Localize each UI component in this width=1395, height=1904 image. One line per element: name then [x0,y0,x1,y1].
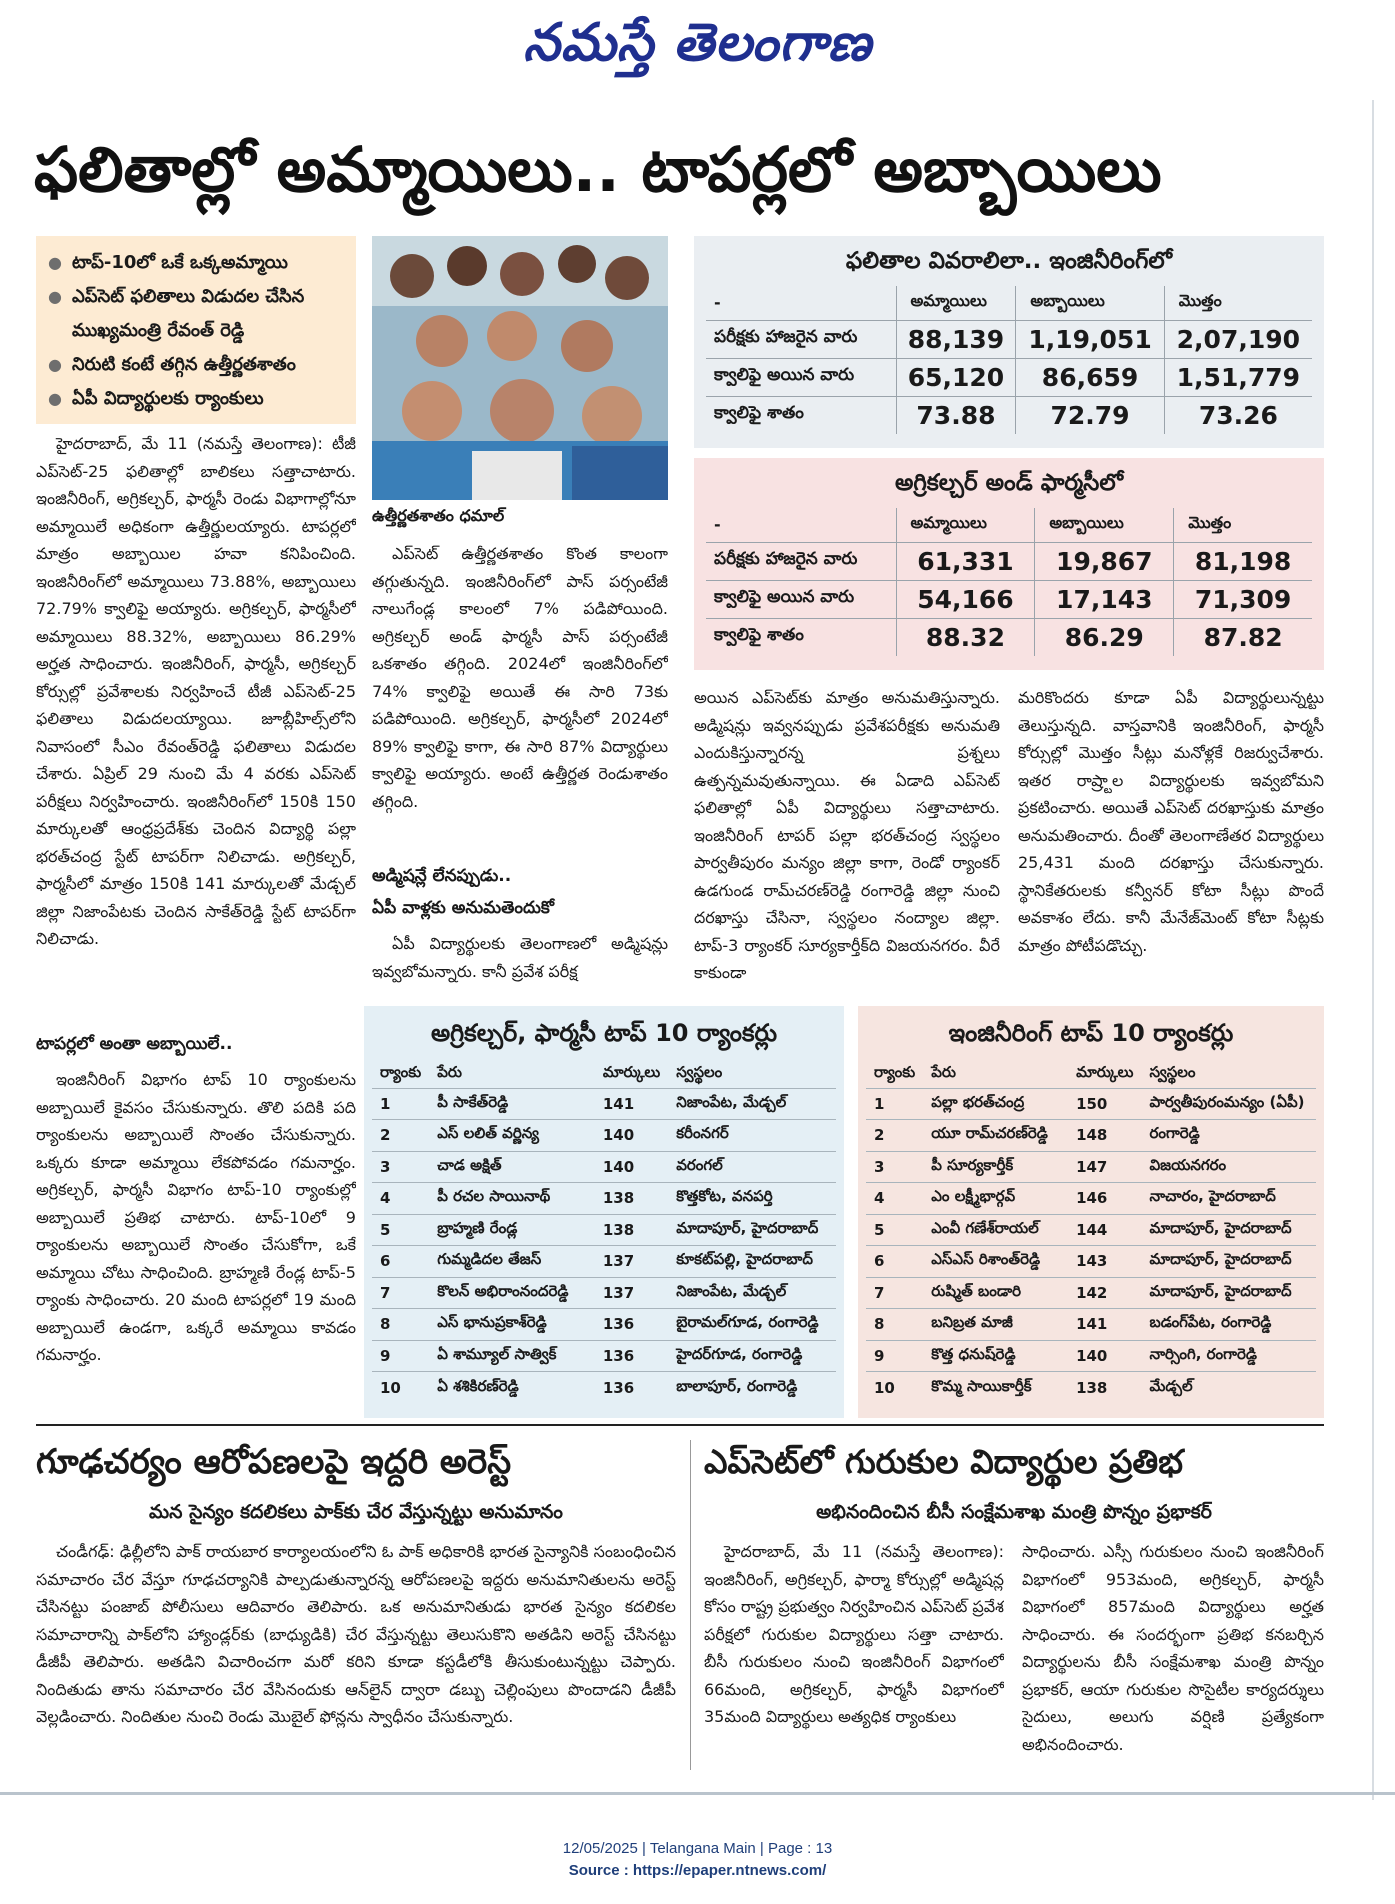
agriculture-results-table [694,458,1324,670]
hometown-cell: మాదాపూర్, హైదరాబాద్ [1141,1214,1316,1246]
bullet-icon: ● [48,287,62,306]
hometown-cell: రంగారెడ్డి [1141,1120,1316,1152]
table-row [866,1120,1316,1152]
header-cell: ర్యాంకు [866,1060,923,1088]
table-row [866,1088,1316,1120]
marks-cell: 150 [1068,1088,1141,1120]
rank-cell: 2 [866,1120,923,1152]
name-cell: ఎస్ భానుప్రకాశ్‌రెడ్డి [429,1309,595,1341]
value-cell: 71,309 [1174,580,1312,618]
value-cell: 87.82 [1174,618,1312,656]
hometown-cell: వరంగల్ [668,1151,836,1183]
gurukul-deck: అభినందించిన బీసీ సంక్షేమశాఖ మంత్రి పొన్నం ప్రభాకర్ [816,1501,1212,1523]
bullet-item [48,382,344,416]
engineering-results-title: ఫలితాల వివరాలిలా.. ఇంజినీరింగ్‌లో [845,248,1173,274]
bullet-text: ఎప్‌సెట్ ఫలితాలు విడుదల చేసిన [71,286,305,307]
hometown-cell: నిజాంపేట, మేడ్చల్ [668,1088,836,1120]
espionage-headline: గూఢచర్యం ఆరోపణలపై ఇద్దరి అరెస్ట్ [36,1442,512,1482]
footer-date-page: 12/05/2025 | Telangana Main | Page : 13 [562,1840,833,1857]
hometown-cell: నాచారం, హైదరాబాద్ [1141,1183,1316,1215]
value-cell: 2,07,190 [1164,320,1312,358]
table-row [706,358,1312,396]
header-cell: మార్కులు [595,1060,668,1088]
agriculture-results-grid [706,508,1312,656]
ap-students-text: ఏపీ విద్యార్థులకు తెలంగాణలో అడ్మిషన్లు ఇవ్వబోమన్నారు. కానీ ప్రవేశ పరీక్ష [372,934,668,981]
agriculture-top10-table [364,1006,844,1418]
header-cell: - [706,508,896,542]
table-row [372,1372,836,1404]
table-row [866,1309,1316,1341]
col4-text: మరికొందరు కూడా ఏపీ విద్యార్థులున్నట్టు తెలుస్తున్నది. వాస్తవానికి ఇంజినీరింగ్, ఫార్మసీ కోర్సుల్లో మొత్తం సీట్లు మనోళ్లకే రిజర్వుచేశారు. ఇతర రాష్ర్టాల విద్యార్థులకు ఇవ్వబోమని ప్రకటించారు. అయితే ఎప్‌సెట్ దరఖాస్తుకు మాత్రం అనుమతించారు. దీంతో తెలంగాణేతర విద్యార్థులు 25,431 మంది దరఖాస్తు చేసుకున్నారు. స్థానికేతరులకు కన్వీనర్ కోటా సీట్లు పొందే అవకాశం లేదు. కానీ మేనేజ్‌మెంట్ కోటా సీట్లకు మాత్రం పోటీపడొచ్చు. [1018,688,1324,955]
page-bottom-divider [0,1792,1395,1795]
table-row [866,1372,1316,1404]
toppers-column-text [36,1066,356,1406]
gurukul-body-col-1 [704,1538,1004,1768]
pass-percentage-column [372,540,668,850]
page-footer [0,1838,1395,1882]
col3-text: అయిన ఎప్‌సెట్‌కు మాత్రం అనుమతిస్తున్నారు. అడ్మిషన్లు ఇవ్వనప్పుడు ప్రవేశపరీక్షకు అనుమతి ఎందుకిస్తున్నారన్న ప్రశ్నలు ఉత్పన్నమవుతున్నాయి. ఈ ఏడాది ఎప్‌సెట్ ఫలితాల్లో ఏపీ విద్యార్థులు సత్తాచాటారు. ఇంజినీరింగ్ టాపర్ పల్లా భరత్‌చంద్ర స్వస్థలం పార్వతీపురం మన్యం జిల్లా కాగా, రెండో ర్యాంకర్ ఉడగుండ రామ్‌చరణ్‌రెడ్డి రంగారెడ్డి జిల్లా నుంచి దరఖాస్తు చేసినా, స్వస్థలం నంద్యాల జిల్లా. టాప్-3 ర్యాంకర్ సూర్యకార్తీక్‌ది విజయనగరం. వీరే కాకుండా [694,688,1000,982]
rank-cell: 10 [874,1378,895,1397]
rank-cell: 5 [866,1214,923,1246]
hometown-cell: బైరామల్‌గూడ, రంగారెడ్డి [668,1309,836,1341]
name-cell: పీ రచల సాయినాథ్ [429,1183,595,1215]
subhead-admissions: అడ్మిషన్లే లేనప్పుడు.. [372,866,512,886]
marks-cell: 140 [595,1120,668,1152]
marks-cell: 148 [1068,1120,1141,1152]
name-cell: బ్రాహ్మణి రేండ్ల [429,1214,595,1246]
espionage-deck: మన సైన్యం కదలికలు పాక్‌కు చేర వేస్తున్నట్టు అనుమానం [149,1501,563,1523]
name-cell: యూ రామ్‌చరణ్‌రెడ్డి [923,1120,1068,1152]
name-cell: ఏ శామ్యూల్ సాత్విక్ [429,1340,595,1372]
bullet-item [48,314,344,348]
rank-cell: 4 [866,1183,923,1215]
marks-cell: 147 [1068,1151,1141,1183]
table-header-row [866,1060,1316,1088]
header-cell: - [706,286,896,320]
table-row [866,1183,1316,1215]
value-cell: 72.79 [1016,396,1164,434]
espionage-body [36,1538,676,1768]
marks-cell: 137 [595,1246,668,1278]
rank-cell: 1 [372,1088,429,1120]
table-row [372,1277,836,1309]
name-cell: పల్లా భరత్‌చంద్ర [923,1088,1068,1120]
marks-cell: 140 [595,1151,668,1183]
marks-cell: 143 [1068,1246,1141,1278]
marks-cell: 141 [1068,1309,1141,1341]
marks-cell: 146 [1068,1183,1141,1215]
rank-cell: 2 [372,1120,429,1152]
marks-cell: 142 [1068,1277,1141,1309]
engineering-results-grid [706,286,1312,434]
table-row [706,542,1312,580]
header-cell: పేరు [923,1060,1068,1088]
name-cell: కొత్త ధనుష్‌రెడ్డి [923,1340,1068,1372]
table-row [866,1151,1316,1183]
engineering-results-table [694,236,1324,448]
hometown-cell: పార్వతీపురంమన్యం (ఏపీ) [1141,1088,1316,1120]
rank-cell: 8 [866,1309,923,1341]
toppers-text: ఇంజినీరింగ్ విభాగం టాప్ 10 ర్యాంకులను అబ్బాయిలే కైవసం చేసుకున్నారు. తొలి పదికి పది ర్యాంకులను అబ్బాయిలే సొంతం చేసుకున్నారు. ఒక్కరు కూడా అమ్మాయి లేకపోవడం గమనార్హం. అగ్రికల్చర్, ఫార్మసీ విభాగం టాప్-10 ర్యాంకుల్లో అబ్బాయిలే ప్రతిభ చాటారు. టాప్-10లో 9 ర్యాంకులను అబ్బాయిలే సొంతం చేసుకోగా, ఒకే అమ్మాయి చోటు సాధించింది. బ్రాహ్మణి రేండ్ల టాప్-5 ర్యాంకు సాధించారు. 20 మంది టాపర్లలో 19 మంది అబ్బాయిలే ఉండగా, ఒక్కరే అమ్మాయి కావడం గమనార్హం. [36,1070,356,1364]
photo-illustration [372,236,668,500]
table-row [372,1120,836,1152]
name-cell: ఎస్ లలిత్ వర్ణిన్య [429,1120,595,1152]
value-cell: 1,51,779 [1164,358,1312,396]
rank-cell: 3 [866,1151,923,1183]
hometown-cell: నిజాంపేట, మేడ్చల్ [668,1277,836,1309]
rank-cell: 6 [372,1246,429,1278]
agriculture-top10-title: అగ్రికల్చర్, ఫార్మసీ టాప్ 10 ర్యాంకర్లు [430,1019,778,1047]
name-cell: ఎం లక్ష్మీభార్గవ్ [923,1183,1068,1215]
hometown-cell: మేడ్చల్ [1149,1376,1193,1395]
hometown-cell: మాదాపూర్, హైదరాబాద్ [668,1214,836,1246]
marks-cell: 138 [1076,1378,1108,1397]
rank-cell: 9 [866,1340,923,1372]
hometown-cell: నార్సింగి, రంగారెడ్డి [1141,1340,1316,1372]
bullet-text: టాప్-10లో ఒకే ఒక్కఅమ్మాయి [71,252,288,273]
lead-story-text: హైదరాబాద్, మే 11 (నమస్తే తెలంగాణ): టీజీ ఎప్‌సెట్-25 ఫలితాల్లో బాలికలు సత్తాచాటారు. ఇంజినీరింగ్, అగ్రికల్చర్, ఫార్మసీ రెండు విభాగాల్లోనూ అమ్మాయిలే అధికంగా ఉత్తీర్ణులయ్యారు. టాపర్లలో మాత్రం అబ్బాయిల హవా కనిపించింది. ఇంజినీరింగ్‌లో అమ్మాయిలు 73.88%, అబ్బాయిలు 72.79% క్వాలిఫై అయ్యారు. అగ్రికల్చర్, ఫార్మసీలో అమ్మాయిలు 88.32%, అబ్బాయిలు 86.29% అర్హత సాధించారు. ఇంజినీరింగ్, ఫార్మసీ, అగ్రికల్చర్ కోర్సుల్లో ప్రవేశాలకు నిర్వహించే టీజీ ఎప్‌సెట్-25 ఫలితాలు విడుదలయ్యాయి. జూబ్లీహిల్స్‌లోని నివాసంలో సీఎం రేవంత్‌రెడ్డి ఫలితాలు విడుదల చేశారు. ఏప్రిల్ 29 నుంచి మే 4 వరకు ఎప్‌సెట్ పరీక్షలు నిర్వహించారు. ఇంజినీరింగ్‌లో 150కి 150 మార్కులతో ఆంధ్రప్రదేశ్‌కు చెందిన విద్యార్థి పల్లా భరత్‌చంద్ర స్టేట్ టాపర్‌గా నిలిచాడు. అగ్రికల్చర్, ఫార్మసీలో మాత్రం 150కి 141 మార్కులతో మేడ్చల్ జిల్లా నిజాంపేటకు చెందిన సాకేత్‌రెడ్డి స్టేట్ టాపర్‌గా నిలిచాడు. [36,434,356,948]
rank-cell: 4 [372,1183,429,1215]
lead-story-column-1 [36,430,356,1010]
header-cell: మార్కులు [1068,1060,1141,1088]
gurukul-headline: ఎప్‌సెట్‌లో గురుకుల విద్యార్థుల ప్రతిభ [704,1442,1183,1481]
rank-cell: 10 [380,1378,401,1397]
hometown-cell: బడంగ్‌పేట, రంగారెడ్డి [1141,1309,1316,1341]
value-cell: 88.32 [896,618,1035,656]
value-cell: 17,143 [1035,580,1174,618]
table-row [372,1088,836,1120]
bullet-item [48,280,344,314]
value-cell: 54,166 [896,580,1035,618]
value-cell: 1,19,051 [1016,320,1164,358]
subhead-ap-permission: ఏపీ వాళ్లకు అనుమతెందుకో [372,898,554,918]
header-cell: మొత్తం [1164,286,1312,320]
bullet-icon: ● [48,389,62,408]
value-cell: 65,120 [896,358,1016,396]
marks-cell: 136 [595,1340,668,1372]
rank-cell: 5 [372,1214,429,1246]
rank-cell: 8 [372,1309,429,1341]
value-cell: 73.26 [1164,396,1312,434]
header-cell: పేరు [429,1060,595,1088]
name-cell: బనిబ్రత మాజీ [923,1309,1068,1341]
row-label: క్వాలిఫై అయిన వారు [706,580,896,618]
masthead-logo: నమస్తే తెలంగాణ [523,12,872,73]
row-label: క్వాలిఫై శాతం [714,625,804,646]
marks-cell: 138 [595,1183,668,1215]
hometown-cell: మాదాపూర్, హైదరాబాద్ [1141,1277,1316,1309]
bullet-item [48,246,344,280]
photo-caption: ఉత్తీర్ణతశాతం ధమాల్ [372,506,505,525]
students-celebration-photo [372,236,668,500]
header-cell: అమ్మాయిలు [896,286,1016,320]
header-cell: అబ్బాయిలు [1016,286,1164,320]
marks-cell: 136 [602,1378,635,1397]
name-cell: ఏ శశికిరణ్‌రెడ్డి [437,1376,519,1395]
ap-students-column-4 [1018,684,1324,984]
agriculture-top10-grid [372,1060,836,1403]
bullet-icon: ● [48,355,62,374]
header-cell: స్వస్థలం [1141,1060,1316,1088]
value-cell: 81,198 [1174,542,1312,580]
hometown-cell: విజయనగరం [1141,1151,1316,1183]
bullet-text: ముఖ్యమంత్రి రేవంత్ రెడ్డి [71,320,245,341]
engineering-top10-table [858,1006,1324,1418]
section-divider [36,1424,1324,1426]
header-cell: మొత్తం [1174,508,1312,542]
gurukul-body-col-2 [1022,1538,1324,1768]
bullet-item [48,348,344,382]
table-row [706,396,1312,434]
header-cell: స్వస్థలం [668,1060,836,1088]
rank-cell: 3 [372,1151,429,1183]
table-row [372,1340,836,1372]
row-label: క్వాలిఫై అయిన వారు [706,358,896,396]
value-cell: 86.29 [1035,618,1174,656]
table-header-row [372,1060,836,1088]
hometown-cell: కూకట్‌పల్లి, హైదరాబాద్ [668,1246,836,1278]
right-border [1372,100,1374,1800]
marks-cell: 138 [595,1214,668,1246]
marks-cell: 136 [595,1309,668,1341]
header-cell: అబ్బాయిలు [1035,508,1174,542]
hometown-cell: హైదర్‌గూడ, రంగారెడ్డి [668,1340,836,1372]
marks-cell: 137 [595,1277,668,1309]
marks-cell: 144 [1068,1214,1141,1246]
marks-cell: 141 [595,1088,668,1120]
row-label: పరీక్షకు హాజరైన వారు [706,542,896,580]
ap-students-column-text [372,930,668,990]
rank-cell: 7 [372,1277,429,1309]
rank-cell: 7 [866,1277,923,1309]
name-cell: చాడ అక్షిత్ [429,1151,595,1183]
story-divider [690,1440,691,1770]
hometown-cell: కరీంనగర్ [668,1120,836,1152]
table-row [372,1214,836,1246]
gurukul-text-1: హైదరాబాద్, మే 11 (నమస్తే తెలంగాణ): ఇంజినీరింగ్, అగ్రికల్చర్, ఫార్మా కోర్సుల్లో అడ్మిషన్ల కోసం రాష్ట్ర ప్రభుత్వం నిర్వహించిన ఎప్‌సెట్ ప్రవేశ పరీక్షలో గురుకుల విద్యార్థులు సత్తా చాటారు. బీసీ గురుకులం నుంచి ఇంజినీరింగ్ విభాగంలో 66మంది, అగ్రికల్చర్, ఫార్మసీ విభాగంలో 35మంది విద్యార్థులు అత్యధిక ర్యాంకులు [704,1542,1004,1726]
value-cell: 73.88 [896,396,1016,434]
ap-students-column-3 [694,684,1000,984]
gurukul-text-2: సాధించారు. ఎస్సీ గురుకులం నుంచి ఇంజినీరింగ్ విభాగంలో 953మంది, అగ్రికల్చర్, ఫార్మసీ విభాగంలో 857మంది విద్యార్థులు అర్హత సాధించారు. ఈ సందర్భంగా ప్రతిభ కనబర్చిన విద్యార్థులను బీసీ సంక్షేమశాఖ మంత్రి పొన్నం ప్రభాకర్, ఆయా గురుకుల సొసైటీల కార్యదర్శులు సైదులు, అలుగు వర్షిణి ప్రత్యేకంగా అభినందించారు. [1022,1542,1324,1754]
rank-cell: 1 [866,1088,923,1120]
value-cell: 88,139 [896,320,1016,358]
name-cell: ఎంవీ గణేశ్‌రాయల్ [923,1214,1068,1246]
table-row [706,580,1312,618]
espionage-text: చండీగఢ్: ఢిల్లీలోని పాక్ రాయబార కార్యాలయంలోని ఓ పాక్ అధికారికి భారత సైన్యానికి సంబంధించిన సమాచారం చేర వేస్తూ గూఢచర్యానికి పాల్పడుతున్నారన్న ఆరోపణలపై ఇద్దరు అనుమానితులను అరెస్ట్ చేసినట్టు పంజాబ్ పోలీసులు ఆదివారం తెలిపారు. ఒక అనుమానితుడు భారత సైన్యం కదలికల సమాచారాన్ని పాక్‌లోని హ్యాండ్లర్‌కు (బాధ్యుడికి) చేర వేస్తున్నట్టు తెలుసుకొని అతడిని అరెస్ట్ చేసినట్టు డీజీపీ తెలిపారు. అతడిని విచారించగా మరో కరిని కూడా కస్టడీలోకి తీసుకుంటున్నట్టు చెప్పారు. నిందితుడు తాను సమాచారం చేర వేసినందుకు ఆన్‌లైన్ ద్వారా డబ్బు చెల్లింపులు పొందాడని డీజీపీ వెల్లడించారు. నిందితుల నుంచి రెండు మొబైల్ ఫోన్లను స్వాధీనం చేసుకున్నారు. [36,1542,676,1726]
value-cell: 19,867 [1035,542,1174,580]
table-row [866,1340,1316,1372]
engineering-top10-grid [866,1060,1316,1403]
marks-cell: 140 [1068,1340,1141,1372]
hometown-cell: కొత్తకోట, వనపర్తి [668,1183,836,1215]
table-header-row [706,508,1312,542]
hometown-cell: బాలాపూర్, రంగారెడ్డి [676,1376,798,1395]
row-label: క్వాలిఫై శాతం [714,403,804,424]
bullet-icon: ● [48,253,62,272]
agriculture-results-title: అగ్రికల్చర్ అండ్ ఫార్మసీలో [894,470,1123,496]
main-headline: ఫలితాల్లో అమ్మాయిలు.. టాపర్లలో అబ్బాయిలు [34,133,1162,206]
hometown-cell: మాదాపూర్, హైదరాబాద్ [1141,1246,1316,1278]
table-header-row [706,286,1312,320]
footer-source-link[interactable]: Source : https://epaper.ntnews.com/ [568,1862,827,1879]
name-cell: ఎస్ఎస్ రిశాంత్‌రెడ్డి [923,1246,1068,1278]
value-cell: 61,331 [896,542,1035,580]
value-cell: 86,659 [1016,358,1164,396]
name-cell: గుమ్మడిదల తేజస్ [429,1246,595,1278]
table-row [372,1246,836,1278]
name-cell: పీ సాకేత్‌రెడ్డి [429,1088,595,1120]
name-cell: రుష్మిత్ బండారి [923,1277,1068,1309]
rank-cell: 6 [866,1246,923,1278]
bullet-text: ఏపీ విద్యార్థులకు ర్యాంకులు [71,388,264,409]
engineering-top10-title: ఇంజినీరింగ్ టాప్ 10 ర్యాంకర్లు [948,1019,1234,1047]
header-cell: అమ్మాయిలు [896,508,1035,542]
table-row [866,1246,1316,1278]
rank-cell: 9 [372,1340,429,1372]
table-row [372,1309,836,1341]
header-cell: ర్యాంకు [372,1060,429,1088]
name-cell: కొమ్మ సాయికార్తీక్ [931,1376,1032,1395]
table-row [706,320,1312,358]
subhead-toppers: టాపర్లలో అంతా అబ్బాయిలే.. [36,1034,233,1054]
table-row [866,1214,1316,1246]
table-row [372,1183,836,1215]
table-row [706,618,1312,656]
row-label: పరీక్షకు హాజరైన వారు [706,320,896,358]
table-row [866,1277,1316,1309]
name-cell: కొలన్ అభిరాంనందరెడ్డి [429,1277,595,1309]
name-cell: పీ సూర్యకార్తీక్ [923,1151,1068,1183]
bullet-text: నిరుటి కంటే తగ్గిన ఉత్తీర్ణతశాతం [71,354,296,375]
table-row [372,1151,836,1183]
pass-percentage-text: ఎప్‌సెట్ ఉత్తీర్ణతశాతం కొంత కాలంగా తగ్గుతున్నది. ఇంజినీరింగ్‌లో పాస్ పర్సంటేజీ నాలుగేండ్ల కాలంలో 7% పడిపోయింది. అగ్రికల్చర్ అండ్ ఫార్మసీ పాస్ పర్సంటేజీ ఒకశాతం తగ్గింది. 2024లో ఇంజినీరింగ్‌లో 74% క్వాలిఫై అయితే ఈ సారి 73కు పడిపోయింది. అగ్రికల్చర్, ఫార్మసీలో 2024లో 89% క్వాలిఫై కాగా, ఈ సారి 87% విద్యార్థులు క్వాలిఫై అయ్యారు. అంటే ఉత్తీర్ణత రెండుశాతం తగ్గింది. [372,544,668,811]
bullet-box [36,236,356,424]
